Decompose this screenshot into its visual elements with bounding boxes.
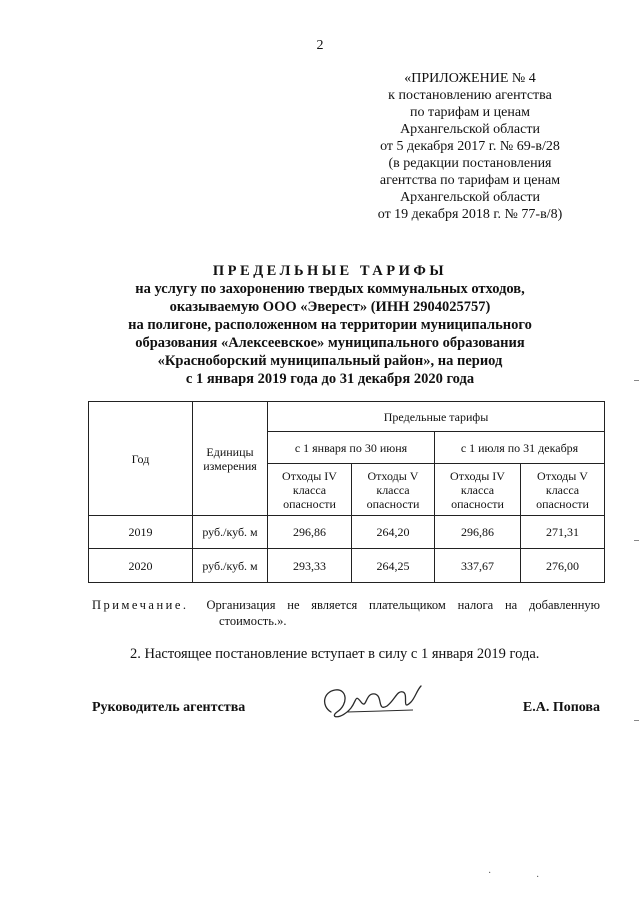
title-heading: ПРЕДЕЛЬНЫЕ ТАРИФЫ	[212, 263, 448, 279]
note-text: Организация не является плательщиком налога на добавленную	[206, 598, 600, 612]
header-period-2: с 1 июля по 31 декабря	[435, 432, 605, 464]
signatory-role: Руководитель агентства	[92, 700, 246, 715]
appendix-line: «ПРИЛОЖЕНИЕ № 4	[404, 71, 536, 86]
note-label: Примечание.	[92, 598, 189, 612]
title-line: на услугу по захоронению твердых коммунальных отходов,	[135, 281, 525, 297]
cell-year: 2020	[89, 549, 193, 583]
appendix-line: Архангельской области	[400, 190, 540, 205]
note-text-continued: стоимость.».	[219, 614, 287, 628]
title-line: «Красноборский муниципальный район», на период	[157, 353, 503, 369]
tariffs-table	[88, 401, 605, 583]
cell-value: 337,67	[435, 549, 521, 583]
header-waste-v: Отходы V класса опасности	[521, 464, 605, 516]
header-year: Год	[89, 402, 193, 516]
header-waste-iv: Отходы IV класса опасности	[435, 464, 521, 516]
cell-value: 276,00	[521, 549, 605, 583]
scan-speck: ·	[488, 868, 492, 879]
appendix-line: к постановлению агентства	[388, 88, 552, 103]
page-number: 2	[316, 38, 324, 53]
cell-value: 296,86	[435, 516, 521, 549]
scan-speck: ·	[536, 872, 540, 883]
header-units: Единицы измерения	[193, 402, 268, 516]
header-waste-iv: Отходы IV класса опасности	[268, 464, 352, 516]
scan-edge-mark	[634, 540, 639, 541]
appendix-line: по тарифам и ценам	[410, 105, 530, 120]
appendix-line: от 5 декабря 2017 г. № 69-в/28	[380, 139, 560, 154]
table-row	[89, 516, 605, 549]
handwritten-signature	[317, 682, 427, 728]
title-line: образования «Алексеевское» муниципального образования	[135, 335, 525, 351]
effective-clause: 2. Настоящее постановление вступает в силу с 1 января 2019 года.	[130, 646, 540, 662]
appendix-line: от 19 декабря 2018 г. № 77-в/8)	[377, 207, 563, 222]
header-period-1: с 1 января по 30 июня	[268, 432, 435, 464]
title-line: с 1 января 2019 года до 31 декабря 2020 года	[185, 371, 475, 387]
appendix-line: Архангельской области	[400, 122, 540, 137]
header-waste-v: Отходы V класса опасности	[352, 464, 435, 516]
appendix-line: (в редакции постановления	[388, 156, 552, 171]
appendix-header	[340, 70, 600, 223]
signature-block	[92, 690, 600, 730]
title-line: на полигоне, расположенном на территории муниципального	[128, 317, 532, 333]
cell-value: 264,25	[352, 549, 435, 583]
scan-edge-mark	[634, 720, 639, 721]
title-line: оказываемую ООО «Эверест» (ИНН 2904025757)	[169, 299, 491, 315]
cell-units: руб./куб. м	[193, 549, 268, 583]
table-row	[89, 549, 605, 583]
document-title	[60, 262, 600, 388]
header-tariffs: Предельные тарифы	[268, 402, 605, 432]
cell-value: 293,33	[268, 549, 352, 583]
cell-year: 2019	[89, 516, 193, 549]
cell-units: руб./куб. м	[193, 516, 268, 549]
note	[92, 597, 600, 629]
cell-value: 264,20	[352, 516, 435, 549]
signatory-name: Е.А. Попова	[522, 700, 600, 715]
appendix-line: агентства по тарифам и ценам	[379, 173, 561, 188]
cell-value: 296,86	[268, 516, 352, 549]
cell-value: 271,31	[521, 516, 605, 549]
scan-edge-mark	[634, 380, 639, 381]
